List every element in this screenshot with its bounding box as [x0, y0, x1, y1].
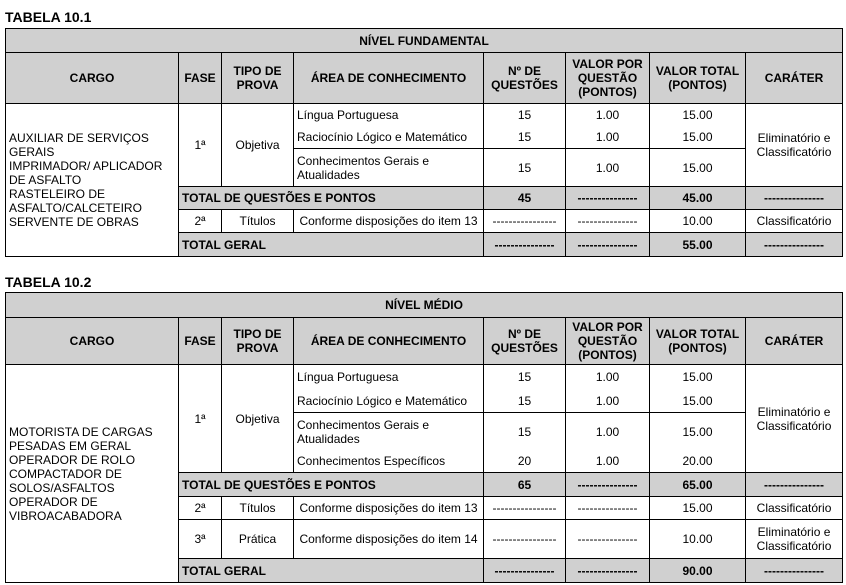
vpq: 1.00 — [566, 451, 650, 473]
vt: 15.00 — [650, 126, 746, 149]
cargo-cell: AUXILIAR DE SERVIÇOS GERAIS IMPRIMADOR/ APLICADOR DE ASFALTO RASTELEIRO DE ASFALTO/CALCETEIRO SERVENTE DE OBRAS — [6, 104, 179, 257]
area: Conforme disposições do item 13 — [294, 210, 484, 233]
col-vpq: VALOR POR QUESTÃO (PONTOS) — [566, 318, 650, 365]
vt: 15.00 — [650, 104, 746, 126]
carater: --------------- — [746, 233, 843, 257]
vt: 10.00 — [650, 520, 746, 559]
carater: Classificatório — [746, 497, 843, 520]
vt: 15.00 — [650, 497, 746, 520]
carater: --------------- — [746, 473, 843, 497]
tipo: Títulos — [222, 497, 294, 520]
area: Raciocínio Lógico e Matemático — [294, 126, 484, 149]
vt: 55.00 — [650, 233, 746, 257]
col-tipo: TIPO DE PROVA — [222, 53, 294, 104]
vpq: 1.00 — [566, 149, 650, 187]
fase: 2ª — [179, 210, 222, 233]
tipo: Objetiva — [222, 365, 294, 473]
nivel-header: NÍVEL FUNDAMENTAL — [6, 29, 843, 53]
col-area: ÁREA DE CONHECIMENTO — [294, 53, 484, 104]
nq: ---------------- — [484, 520, 566, 559]
col-tipo: TIPO DE PROVA — [222, 318, 294, 365]
fase: 1ª — [179, 365, 222, 473]
vpq: --------------- — [566, 187, 650, 210]
nq: 15 — [484, 390, 566, 413]
tipo: Prática — [222, 520, 294, 559]
tipo: Objetiva — [222, 104, 294, 187]
carater: Eliminatório e Classificatório — [746, 520, 843, 559]
total-label: TOTAL GERAL — [179, 233, 484, 257]
nq: --------------- — [484, 559, 566, 583]
vpq: 1.00 — [566, 365, 650, 390]
vt: 15.00 — [650, 149, 746, 187]
carater: Classificatório — [746, 210, 843, 233]
col-cargo: CARGO — [6, 53, 179, 104]
total-label: TOTAL GERAL — [179, 559, 484, 583]
area: Língua Portuguesa — [294, 104, 484, 126]
vpq: --------------- — [566, 233, 650, 257]
table-10-2 — [5, 292, 843, 583]
nq: ---------------- — [484, 210, 566, 233]
table-10-2-title: TABELA 10.2 — [5, 274, 92, 290]
carater: Eliminatório e Classificatório — [746, 104, 843, 187]
fase: 3ª — [179, 520, 222, 559]
area: Conhecimentos Específicos — [294, 451, 484, 473]
fase: 1ª — [179, 104, 222, 187]
col-vt: VALOR TOTAL (PONTOS) — [650, 53, 746, 104]
col-area: ÁREA DE CONHECIMENTO — [294, 318, 484, 365]
nq: 15 — [484, 126, 566, 149]
nq: 15 — [484, 413, 566, 451]
vpq: 1.00 — [566, 390, 650, 413]
area: Língua Portuguesa — [294, 365, 484, 390]
col-vpq: VALOR POR QUESTÃO (PONTOS) — [566, 53, 650, 104]
area: Conhecimentos Gerais e Atualidades — [294, 413, 484, 451]
table-row — [6, 365, 843, 390]
carater: Eliminatório e Classificatório — [746, 365, 843, 473]
area: Conhecimentos Gerais e Atualidades — [294, 149, 484, 187]
carater: --------------- — [746, 187, 843, 210]
nq: 15 — [484, 365, 566, 390]
vpq: --------------- — [566, 210, 650, 233]
vpq: --------------- — [566, 559, 650, 583]
tipo: Títulos — [222, 210, 294, 233]
vpq: 1.00 — [566, 126, 650, 149]
vt: 15.00 — [650, 365, 746, 390]
vpq: --------------- — [566, 497, 650, 520]
col-vt: VALOR TOTAL (PONTOS) — [650, 318, 746, 365]
vt: 45.00 — [650, 187, 746, 210]
col-fase: FASE — [179, 318, 222, 365]
total-label: TOTAL DE QUESTÕES E PONTOS — [179, 187, 484, 210]
table-row — [6, 104, 843, 126]
col-nq: Nº DE QUESTÕES — [484, 53, 566, 104]
vt: 15.00 — [650, 390, 746, 413]
col-cargo: CARGO — [6, 318, 179, 365]
total-label: TOTAL DE QUESTÕES E PONTOS — [179, 473, 484, 497]
nq: 15 — [484, 149, 566, 187]
col-fase: FASE — [179, 53, 222, 104]
vt: 10.00 — [650, 210, 746, 233]
area: Raciocínio Lógico e Matemático — [294, 390, 484, 413]
vpq: 1.00 — [566, 413, 650, 451]
col-carater: CARÁTER — [746, 318, 843, 365]
nivel-header: NÍVEL MÉDIO — [6, 293, 843, 318]
nq: 65 — [484, 473, 566, 497]
vt: 90.00 — [650, 559, 746, 583]
table-10-1-title: TABELA 10.1 — [5, 9, 92, 25]
fase: 2ª — [179, 497, 222, 520]
nq: --------------- — [484, 233, 566, 257]
vpq: 1.00 — [566, 104, 650, 126]
vt: 15.00 — [650, 413, 746, 451]
vt: 20.00 — [650, 451, 746, 473]
nq: ---------------- — [484, 497, 566, 520]
table-10-1 — [5, 28, 843, 257]
area: Conforme disposições do item 13 — [294, 497, 484, 520]
vpq: --------------- — [566, 520, 650, 559]
vpq: --------------- — [566, 473, 650, 497]
nq: 15 — [484, 104, 566, 126]
col-nq: Nº DE QUESTÕES — [484, 318, 566, 365]
nq: 20 — [484, 451, 566, 473]
carater: --------------- — [746, 559, 843, 583]
nq: 45 — [484, 187, 566, 210]
vt: 65.00 — [650, 473, 746, 497]
col-carater: CARÁTER — [746, 53, 843, 104]
area: Conforme disposições do item 14 — [294, 520, 484, 559]
cargo-cell: MOTORISTA DE CARGAS PESADAS EM GERAL OPERADOR DE ROLO COMPACTADOR DE SOLOS/ASFALTOS OPERADOR DE VIBROACABADORA — [6, 365, 179, 583]
